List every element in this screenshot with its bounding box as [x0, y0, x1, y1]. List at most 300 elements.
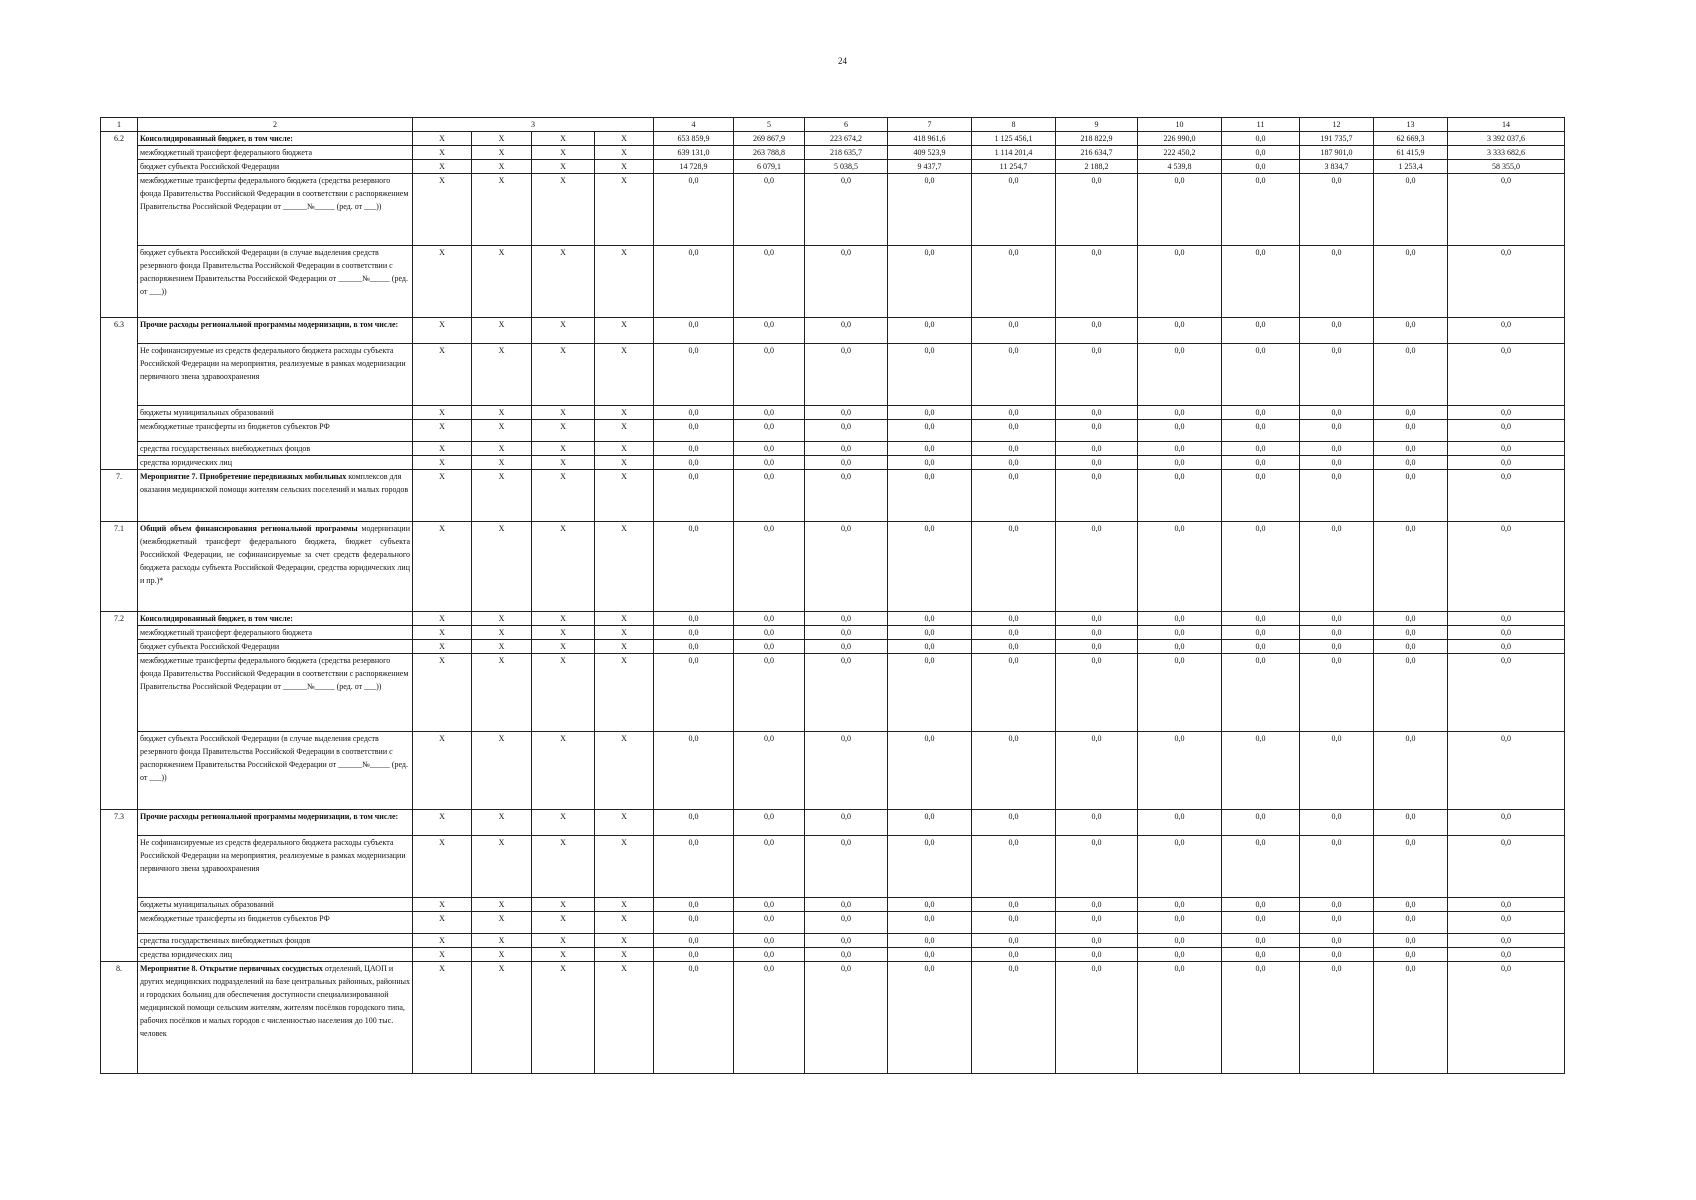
cell-value: 0,0 — [805, 456, 888, 470]
cell-value: 0,0 — [805, 406, 888, 420]
cell-value: 0,0 — [1448, 612, 1565, 626]
cell-value: 0,0 — [1448, 732, 1565, 810]
cell-value: 218 822,9 — [1056, 132, 1138, 146]
cell-value: 0,0 — [1300, 470, 1374, 522]
cell-x-marker: X — [532, 406, 595, 420]
cell-x-marker: X — [472, 132, 532, 146]
cell-x-marker: X — [413, 146, 472, 160]
cell-value: 0,0 — [888, 948, 972, 962]
cell-value: 0,0 — [1374, 810, 1448, 836]
cell-value: 0,0 — [1448, 934, 1565, 948]
cell-value: 0,0 — [972, 470, 1056, 522]
cell-value: 0,0 — [972, 612, 1056, 626]
cell-value: 0,0 — [1138, 898, 1222, 912]
cell-value: 0,0 — [1448, 810, 1565, 836]
header-cell-4: 4 — [654, 118, 734, 132]
cell-x-marker: X — [595, 934, 654, 948]
cell-value: 0,0 — [972, 318, 1056, 344]
cell-x-marker: X — [472, 442, 532, 456]
row-label: средства юридических лиц — [138, 456, 413, 470]
cell-value: 639 131,0 — [654, 146, 734, 160]
row-label: межбюджетные трансферты федерального бюджета (средства резервного фонда Правительства Российской Федерации в соответствии с распоряжением Правительства Российской Федерации от ______№_____ (ред. от ___)) — [138, 174, 413, 246]
cell-value: 0,0 — [888, 456, 972, 470]
cell-value: 0,0 — [805, 810, 888, 836]
cell-value: 0,0 — [1448, 318, 1565, 344]
row-label: межбюджетный трансферт федерального бюджета — [138, 146, 413, 160]
cell-x-marker: X — [595, 146, 654, 160]
cell-value: 0,0 — [1056, 420, 1138, 442]
cell-value: 0,0 — [888, 420, 972, 442]
table-row — [101, 654, 1565, 732]
table-row — [101, 132, 1565, 146]
cell-value: 0,0 — [972, 406, 1056, 420]
row-label: Мероприятие 8. Открытие первичных сосудистых отделений, ЦАОП и других медицинских подразделений на базе центральных районных, районных и городских больниц для обеспечения доступности специализированной медицинской помощи сельским жителям, жителям посёлков городского типа, рабочих посёлков и малых городов с численностью населения до 100 тыс. человек — [138, 962, 413, 1074]
cell-value: 0,0 — [734, 898, 805, 912]
cell-value: 0,0 — [888, 626, 972, 640]
row-label: Мероприятие 7. Приобретение передвижных мобильных комплексов для оказания медицинской помощи жителям сельских поселений и малых городов — [138, 470, 413, 522]
financing-table — [100, 117, 1565, 1074]
cell-value: 0,0 — [1222, 522, 1300, 612]
cell-value: 0,0 — [1300, 948, 1374, 962]
cell-value: 0,0 — [734, 654, 805, 732]
cell-value: 0,0 — [805, 948, 888, 962]
cell-value: 0,0 — [1056, 912, 1138, 934]
cell-value: 0,0 — [1222, 934, 1300, 948]
cell-value: 0,0 — [1448, 420, 1565, 442]
cell-value: 0,0 — [654, 174, 734, 246]
cell-value: 0,0 — [1300, 934, 1374, 948]
cell-value: 0,0 — [972, 626, 1056, 640]
cell-value: 58 355,0 — [1448, 160, 1565, 174]
cell-value: 216 634,7 — [1056, 146, 1138, 160]
cell-x-marker: X — [595, 898, 654, 912]
cell-value: 0,0 — [734, 522, 805, 612]
cell-value: 0,0 — [734, 456, 805, 470]
cell-value: 0,0 — [888, 962, 972, 1074]
cell-x-marker: X — [532, 344, 595, 406]
table-row — [101, 470, 1565, 522]
cell-value: 0,0 — [1300, 174, 1374, 246]
row-label: Не софинансируемые из средств федерального бюджета расходы субъекта Российской Федерации на мероприятия, реализуемые в рамках модернизации первичного звена здравоохранения — [138, 836, 413, 898]
cell-value: 0,0 — [654, 420, 734, 442]
cell-value: 0,0 — [654, 836, 734, 898]
cell-value: 0,0 — [888, 898, 972, 912]
cell-value: 0,0 — [1300, 522, 1374, 612]
cell-value: 0,0 — [1448, 470, 1565, 522]
cell-value: 0,0 — [734, 836, 805, 898]
cell-x-marker: X — [413, 836, 472, 898]
cell-x-marker: X — [472, 732, 532, 810]
cell-value: 0,0 — [972, 948, 1056, 962]
cell-value: 0,0 — [1222, 174, 1300, 246]
cell-value: 0,0 — [972, 640, 1056, 654]
cell-value: 0,0 — [1448, 174, 1565, 246]
cell-value: 0,0 — [1300, 962, 1374, 1074]
cell-value: 0,0 — [888, 246, 972, 318]
cell-x-marker: X — [472, 406, 532, 420]
row-number: 7.3 — [101, 810, 138, 962]
cell-value: 0,0 — [1374, 948, 1448, 962]
header-cell-9: 9 — [1056, 118, 1138, 132]
cell-value: 0,0 — [888, 442, 972, 456]
cell-value: 0,0 — [972, 912, 1056, 934]
row-number: 7.2 — [101, 612, 138, 810]
cell-value: 0,0 — [1374, 420, 1448, 442]
cell-value: 0,0 — [1374, 962, 1448, 1074]
cell-value: 0,0 — [972, 420, 1056, 442]
cell-value: 187 901,0 — [1300, 146, 1374, 160]
table-body — [101, 118, 1565, 1074]
cell-value: 0,0 — [1448, 898, 1565, 912]
table-row — [101, 442, 1565, 456]
cell-value: 0,0 — [1056, 246, 1138, 318]
cell-x-marker: X — [595, 456, 654, 470]
cell-x-marker: X — [472, 318, 532, 344]
table-row — [101, 836, 1565, 898]
cell-x-marker: X — [413, 132, 472, 146]
cell-value: 0,0 — [805, 640, 888, 654]
cell-value: 0,0 — [734, 612, 805, 626]
table-row — [101, 732, 1565, 810]
cell-value: 0,0 — [1448, 948, 1565, 962]
cell-value: 0,0 — [1138, 420, 1222, 442]
cell-value: 0,0 — [805, 344, 888, 406]
row-label: средства юридических лиц — [138, 948, 413, 962]
cell-x-marker: X — [595, 522, 654, 612]
cell-x-marker: X — [472, 522, 532, 612]
cell-x-marker: X — [472, 470, 532, 522]
table-row — [101, 246, 1565, 318]
cell-value: 0,0 — [1056, 456, 1138, 470]
cell-value: 0,0 — [1300, 836, 1374, 898]
cell-value: 191 735,7 — [1300, 132, 1374, 146]
cell-x-marker: X — [413, 810, 472, 836]
cell-value: 0,0 — [1056, 174, 1138, 246]
cell-value: 0,0 — [1374, 640, 1448, 654]
header-cell-14: 14 — [1448, 118, 1565, 132]
cell-value: 0,0 — [1056, 442, 1138, 456]
cell-value: 0,0 — [805, 470, 888, 522]
row-label: бюджеты муниципальных образований — [138, 898, 413, 912]
cell-x-marker: X — [595, 132, 654, 146]
row-number: 8. — [101, 962, 138, 1074]
cell-x-marker: X — [472, 626, 532, 640]
cell-value: 5 038,5 — [805, 160, 888, 174]
header-cell-13: 13 — [1374, 118, 1448, 132]
cell-x-marker: X — [595, 246, 654, 318]
cell-value: 0,0 — [972, 836, 1056, 898]
cell-value: 0,0 — [734, 470, 805, 522]
header-cell-12: 12 — [1300, 118, 1374, 132]
cell-x-marker: X — [532, 174, 595, 246]
cell-x-marker: X — [472, 344, 532, 406]
cell-value: 0,0 — [654, 732, 734, 810]
cell-value: 0,0 — [1138, 522, 1222, 612]
cell-x-marker: X — [532, 654, 595, 732]
cell-x-marker: X — [595, 420, 654, 442]
cell-value: 0,0 — [1374, 654, 1448, 732]
table-row — [101, 456, 1565, 470]
cell-value: 0,0 — [654, 626, 734, 640]
cell-value: 0,0 — [734, 174, 805, 246]
cell-value: 0,0 — [734, 420, 805, 442]
cell-value: 0,0 — [654, 344, 734, 406]
cell-x-marker: X — [413, 174, 472, 246]
cell-x-marker: X — [532, 626, 595, 640]
cell-x-marker: X — [413, 654, 472, 732]
cell-x-marker: X — [413, 912, 472, 934]
row-label: межбюджетные трансферты из бюджетов субъектов РФ — [138, 912, 413, 934]
cell-value: 0,0 — [1300, 318, 1374, 344]
cell-x-marker: X — [472, 962, 532, 1074]
table-row — [101, 344, 1565, 406]
cell-x-marker: X — [595, 406, 654, 420]
cell-value: 0,0 — [1056, 836, 1138, 898]
row-label: Прочие расходы региональной программы модернизации, в том числе: — [138, 810, 413, 836]
table-row — [101, 912, 1565, 934]
cell-x-marker: X — [595, 640, 654, 654]
cell-value: 0,0 — [654, 640, 734, 654]
cell-value: 0,0 — [1374, 612, 1448, 626]
cell-value: 0,0 — [1056, 406, 1138, 420]
table-row — [101, 948, 1565, 962]
cell-value: 0,0 — [888, 174, 972, 246]
cell-value: 0,0 — [1374, 406, 1448, 420]
cell-value: 0,0 — [1056, 626, 1138, 640]
cell-value: 0,0 — [972, 934, 1056, 948]
row-label: Не софинансируемые из средств федерального бюджета расходы субъекта Российской Федерации на мероприятия, реализуемые в рамках модернизации первичного звена здравоохранения — [138, 344, 413, 406]
cell-value: 0,0 — [1056, 470, 1138, 522]
cell-x-marker: X — [532, 836, 595, 898]
cell-value: 0,0 — [734, 962, 805, 1074]
cell-value: 0,0 — [654, 456, 734, 470]
cell-x-marker: X — [472, 836, 532, 898]
cell-value: 2 188,2 — [1056, 160, 1138, 174]
table-row — [101, 898, 1565, 912]
cell-x-marker: X — [413, 420, 472, 442]
cell-value: 0,0 — [1056, 934, 1138, 948]
cell-value: 1 253,4 — [1374, 160, 1448, 174]
cell-value: 61 415,9 — [1374, 146, 1448, 160]
cell-value: 0,0 — [1056, 962, 1138, 1074]
cell-value: 0,0 — [654, 934, 734, 948]
table-row — [101, 146, 1565, 160]
page-number: 24 — [838, 56, 847, 66]
cell-x-marker: X — [532, 146, 595, 160]
cell-value: 226 990,0 — [1138, 132, 1222, 146]
cell-value: 0,0 — [805, 934, 888, 948]
cell-value: 0,0 — [1448, 344, 1565, 406]
row-number: 6.3 — [101, 318, 138, 470]
cell-value: 0,0 — [1448, 246, 1565, 318]
cell-value: 0,0 — [972, 522, 1056, 612]
cell-value: 0,0 — [1138, 912, 1222, 934]
cell-x-marker: X — [595, 174, 654, 246]
table-row — [101, 318, 1565, 344]
cell-x-marker: X — [532, 912, 595, 934]
cell-value: 0,0 — [805, 522, 888, 612]
cell-value: 0,0 — [1374, 344, 1448, 406]
header-cell-7: 7 — [888, 118, 972, 132]
table-row — [101, 934, 1565, 948]
cell-value: 0,0 — [1374, 898, 1448, 912]
cell-x-marker: X — [472, 912, 532, 934]
cell-value: 0,0 — [888, 344, 972, 406]
cell-value: 0,0 — [654, 442, 734, 456]
cell-value: 0,0 — [1374, 626, 1448, 640]
cell-value: 0,0 — [1138, 318, 1222, 344]
header-cell-10: 10 — [1138, 118, 1222, 132]
cell-value: 0,0 — [1138, 626, 1222, 640]
cell-value: 0,0 — [972, 898, 1056, 912]
cell-value: 0,0 — [654, 912, 734, 934]
cell-x-marker: X — [532, 898, 595, 912]
cell-value: 0,0 — [888, 640, 972, 654]
cell-value: 0,0 — [1222, 912, 1300, 934]
cell-value: 0,0 — [1138, 442, 1222, 456]
cell-x-marker: X — [472, 654, 532, 732]
cell-value: 0,0 — [1374, 522, 1448, 612]
cell-value: 0,0 — [805, 420, 888, 442]
cell-x-marker: X — [413, 948, 472, 962]
cell-value: 0,0 — [1056, 344, 1138, 406]
row-label: бюджет субъекта Российской Федерации (в случае выделения средств резервного фонда Правительства Российской Федерации в соответствии с распоряжением Правительства Российской Федерации от ______№_____ (ред. от ___)) — [138, 732, 413, 810]
cell-x-marker: X — [532, 318, 595, 344]
cell-value: 218 635,7 — [805, 146, 888, 160]
header-cell-5: 5 — [734, 118, 805, 132]
cell-x-marker: X — [532, 810, 595, 836]
cell-value: 0,0 — [1138, 470, 1222, 522]
cell-value: 0,0 — [1138, 732, 1222, 810]
cell-x-marker: X — [532, 640, 595, 654]
cell-value: 0,0 — [805, 612, 888, 626]
cell-value: 418 961,6 — [888, 132, 972, 146]
cell-value: 0,0 — [734, 948, 805, 962]
cell-x-marker: X — [472, 948, 532, 962]
cell-value: 0,0 — [888, 470, 972, 522]
cell-value: 0,0 — [805, 836, 888, 898]
table-row — [101, 612, 1565, 626]
cell-value: 0,0 — [1448, 912, 1565, 934]
cell-value: 0,0 — [1300, 420, 1374, 442]
table-row — [101, 174, 1565, 246]
cell-value: 0,0 — [1300, 732, 1374, 810]
cell-x-marker: X — [472, 246, 532, 318]
cell-x-marker: X — [472, 898, 532, 912]
cell-value: 0,0 — [1374, 456, 1448, 470]
cell-value: 0,0 — [888, 522, 972, 612]
cell-value: 0,0 — [1300, 898, 1374, 912]
cell-x-marker: X — [472, 456, 532, 470]
cell-value: 0,0 — [972, 246, 1056, 318]
cell-value: 0,0 — [654, 898, 734, 912]
row-number: 7.1 — [101, 522, 138, 612]
cell-x-marker: X — [595, 442, 654, 456]
cell-value: 1 125 456,1 — [972, 132, 1056, 146]
cell-value: 3 392 037,6 — [1448, 132, 1565, 146]
cell-value: 0,0 — [1056, 654, 1138, 732]
cell-x-marker: X — [595, 344, 654, 406]
cell-value: 0,0 — [1222, 836, 1300, 898]
cell-value: 0,0 — [1056, 612, 1138, 626]
cell-value: 0,0 — [1222, 640, 1300, 654]
cell-value: 0,0 — [805, 654, 888, 732]
header-cell-6: 6 — [805, 118, 888, 132]
cell-value: 0,0 — [1374, 442, 1448, 456]
cell-value: 0,0 — [1222, 732, 1300, 810]
cell-value: 0,0 — [888, 810, 972, 836]
cell-value: 0,0 — [1300, 246, 1374, 318]
cell-value: 0,0 — [1374, 318, 1448, 344]
cell-x-marker: X — [413, 246, 472, 318]
cell-x-marker: X — [595, 912, 654, 934]
cell-value: 0,0 — [1222, 132, 1300, 146]
cell-value: 0,0 — [805, 246, 888, 318]
cell-x-marker: X — [532, 132, 595, 146]
cell-value: 0,0 — [1138, 344, 1222, 406]
header-cell-1: 1 — [101, 118, 138, 132]
cell-value: 0,0 — [888, 934, 972, 948]
cell-value: 0,0 — [972, 654, 1056, 732]
cell-value: 0,0 — [734, 732, 805, 810]
cell-value: 0,0 — [654, 470, 734, 522]
cell-x-marker: X — [595, 836, 654, 898]
cell-value: 0,0 — [972, 810, 1056, 836]
cell-value: 0,0 — [1138, 810, 1222, 836]
cell-value: 0,0 — [1222, 948, 1300, 962]
cell-x-marker: X — [472, 810, 532, 836]
table-row — [101, 406, 1565, 420]
cell-value: 263 788,8 — [734, 146, 805, 160]
cell-value: 0,0 — [1222, 654, 1300, 732]
cell-value: 0,0 — [1222, 344, 1300, 406]
cell-value: 0,0 — [805, 962, 888, 1074]
cell-x-marker: X — [413, 318, 472, 344]
row-label: Прочие расходы региональной программы модернизации, в том числе: — [138, 318, 413, 344]
cell-value: 0,0 — [1222, 442, 1300, 456]
cell-value: 0,0 — [888, 654, 972, 732]
cell-x-marker: X — [413, 470, 472, 522]
cell-value: 0,0 — [1222, 470, 1300, 522]
header-cell-2: 2 — [138, 118, 413, 132]
cell-value: 0,0 — [972, 344, 1056, 406]
cell-value: 0,0 — [654, 318, 734, 344]
cell-value: 0,0 — [1138, 948, 1222, 962]
cell-value: 0,0 — [1448, 456, 1565, 470]
cell-value: 0,0 — [1448, 962, 1565, 1074]
cell-x-marker: X — [472, 174, 532, 246]
cell-value: 1 114 201,4 — [972, 146, 1056, 160]
cell-value: 0,0 — [1448, 442, 1565, 456]
header-cell-8: 8 — [972, 118, 1056, 132]
cell-value: 3 333 682,6 — [1448, 146, 1565, 160]
cell-x-marker: X — [595, 318, 654, 344]
cell-x-marker: X — [472, 160, 532, 174]
cell-value: 0,0 — [1138, 934, 1222, 948]
cell-value: 0,0 — [1448, 836, 1565, 898]
cell-value: 0,0 — [1222, 898, 1300, 912]
cell-value: 4 539,8 — [1138, 160, 1222, 174]
cell-value: 0,0 — [1300, 640, 1374, 654]
cell-value: 0,0 — [1374, 174, 1448, 246]
cell-x-marker: X — [532, 470, 595, 522]
cell-value: 11 254,7 — [972, 160, 1056, 174]
cell-x-marker: X — [472, 420, 532, 442]
cell-value: 0,0 — [805, 898, 888, 912]
cell-x-marker: X — [413, 406, 472, 420]
cell-value: 0,0 — [1448, 640, 1565, 654]
cell-value: 0,0 — [805, 732, 888, 810]
